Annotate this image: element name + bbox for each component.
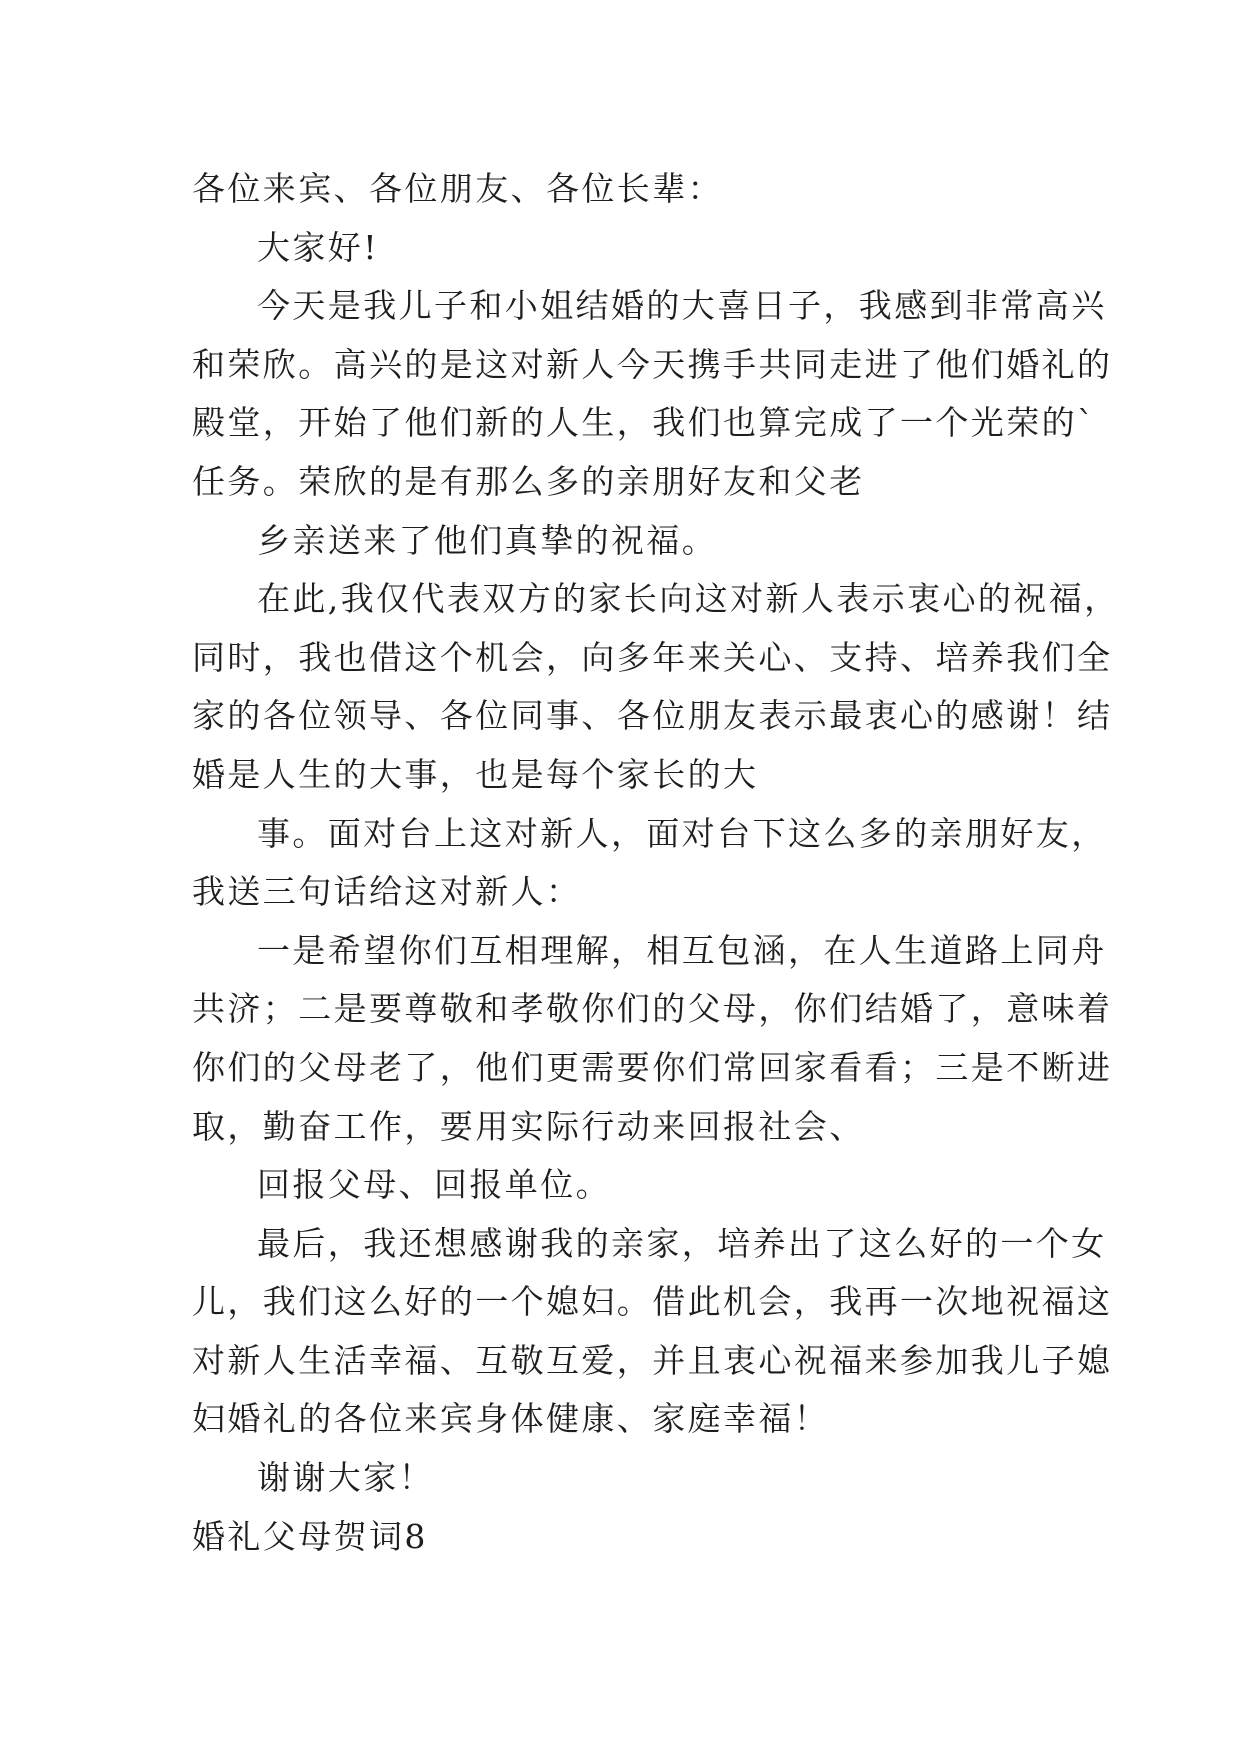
paragraph-line: 最后，我还想感谢我的亲家，培养出了这么好的一个女 <box>257 1223 1107 1263</box>
paragraph-line: 对新人生活幸福、互敬互爱，并且衷心祝福来参加我儿子媳 <box>192 1340 1113 1380</box>
paragraph-line: 妇婚礼的各位来宾身体健康、家庭幸福！ <box>192 1399 830 1439</box>
paragraph-line: 家的各位领导、各位同事、各位朋友表示最衷心的感谢！结 <box>192 696 1113 736</box>
paragraph-line: 一是希望你们互相理解，相互包涵，在人生道路上同舟 <box>257 930 1107 970</box>
paragraph-line: 今天是我儿子和小姐结婚的大喜日子，我感到非常高兴 <box>257 286 1107 326</box>
salutation-line: 各位来宾、各位朋友、各位长辈： <box>192 169 723 208</box>
paragraph-line: 你们的父母老了，他们更需要你们常回家看看；三是不断进 <box>192 1047 1113 1087</box>
greeting-line: 大家好! <box>257 227 379 267</box>
section-heading: 婚礼父母贺词8 <box>192 1516 428 1556</box>
speech-text <box>192 160 1120 1566</box>
paragraph-line: 殿堂，开始了他们新的人生，我们也算完成了一个光荣的` <box>192 403 1096 443</box>
paragraph-line: 任务。荣欣的是有那么多的亲朋好友和父老 <box>192 461 865 501</box>
paragraph-line: 在此,我仅代表双方的家长向这对新人表示衷心的祝福， <box>257 579 1120 619</box>
paragraph-line: 乡亲送来了他们真挚的祝福。 <box>257 520 718 560</box>
paragraph-line: 儿，我们这么好的一个媳妇。借此机会，我再一次地祝福这 <box>192 1282 1113 1322</box>
paragraph-line: 和荣欣。高兴的是这对新人今天携手共同走进了他们婚礼的 <box>192 344 1113 384</box>
closing-line: 谢谢大家！ <box>257 1458 434 1498</box>
paragraph-line: 取，勤奋工作，要用实际行动来回报社会、 <box>192 1106 865 1146</box>
paragraph-line: 事。面对台上这对新人，面对台下这么多的亲朋好友， <box>257 813 1107 853</box>
paragraph-line: 婚是人生的大事，也是每个家长的大 <box>192 754 759 794</box>
paragraph-line: 同时，我也借这个机会，向多年来关心、支持、培养我们全 <box>192 637 1113 677</box>
paragraph-line: 共济；二是要尊敬和孝敬你们的父母，你们结婚了，意味着 <box>192 989 1113 1029</box>
paragraph-line: 回报父母、回报单位。 <box>257 1165 611 1205</box>
paragraph-line: 我送三句话给这对新人： <box>192 872 582 912</box>
